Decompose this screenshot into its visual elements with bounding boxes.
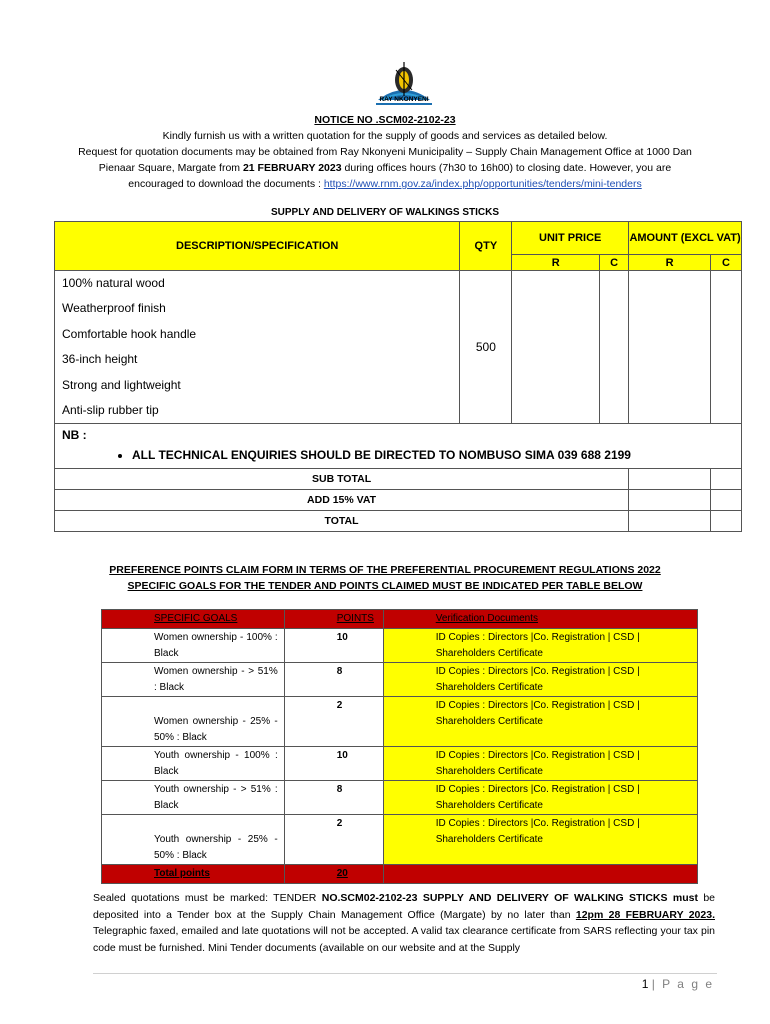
header-description: DESCRIPTION/SPECIFICATION <box>55 222 460 271</box>
goal-verification: ID Copies : Directors |Co. Registration | CSD | Shareholders Certificate <box>383 629 697 663</box>
subtotal-r-cell[interactable] <box>629 469 711 490</box>
goal-text: Youth ownership - > 51% : Black <box>102 781 285 815</box>
intro-line-2: Request for quotation documents may be obtained from Ray Nkonyeni Municipality – Supply Chain Management Office at 1000 Dan <box>78 146 692 158</box>
intro-date: 21 FEBRUARY 2023 <box>242 162 342 174</box>
specific-goals-table <box>101 609 698 884</box>
goal-points: 2 <box>284 697 383 747</box>
goal-text: Youth ownership - 100% : Black <box>102 747 285 781</box>
total-points-value: 20 <box>284 865 383 884</box>
goal-verification: ID Copies : Directors |Co. Registration | CSD | Shareholders Certificate <box>383 815 697 865</box>
verification-header: Verification Documents <box>383 610 697 629</box>
header-unit-c: C <box>600 255 629 271</box>
goal-text: Women ownership - > 51% : Black <box>102 663 285 697</box>
notice-number: NOTICE NO .SCM02-2102-23 <box>314 114 456 126</box>
intro-line-4 <box>0 176 770 192</box>
page-number: 1 <box>641 977 649 991</box>
spec-item: 36-inch height <box>62 352 138 367</box>
logo-text: RAY NKONYENI <box>379 96 429 103</box>
preference-title: PREFERENCE POINTS CLAIM FORM IN TERMS OF THE PREFERENTIAL PROCUREMENT REGULATIONS 2022 <box>109 564 661 576</box>
closing-date: 12pm 28 FEBRUARY 2023. <box>575 908 715 921</box>
header-amount-c: C <box>710 255 741 271</box>
sealed-text-1: Sealed quotations must be marked: TENDER <box>93 892 322 904</box>
header-amount-r: R <box>629 255 711 271</box>
goal-text: Women ownership - 25% - 50% : Black <box>102 697 285 747</box>
qty-value: 500 <box>460 271 512 424</box>
goal-points: 8 <box>284 663 383 697</box>
total-label: TOTAL <box>55 511 629 532</box>
sealed-text-3: Telegraphic faxed, emailed and late quotations will not be accepted. A valid tax clearance certificate from SARS reflecting your tax pin code must be furnished. Mini Tender documents (available on our website and at the Supply <box>93 925 715 954</box>
goal-points: 8 <box>284 781 383 815</box>
intro-line-3-a: Pienaar Square, Margate from <box>98 162 243 174</box>
intro-line-1: Kindly furnish us with a written quotation for the supply of goods and services as detailed below. <box>162 130 608 142</box>
amount-c-cell[interactable] <box>710 271 741 424</box>
page-label: | P a g e <box>651 977 714 991</box>
vat-r-cell[interactable] <box>629 490 711 511</box>
header-unit-r: R <box>512 255 600 271</box>
total-c-cell[interactable] <box>710 511 741 532</box>
goal-points: 10 <box>284 747 383 781</box>
vat-label: ADD 15% VAT <box>55 490 629 511</box>
supply-table-title: SUPPLY AND DELIVERY OF WALKINGS STICKS <box>271 207 499 218</box>
preference-subtitle: SPECIFIC GOALS FOR THE TENDER AND POINTS CLAIMED MUST BE INDICATED PER TABLE BELOW <box>127 580 643 592</box>
mini-tenders-link[interactable]: https://www.rnm.gov.za/index.php/opportunities/tenders/mini-tenders <box>323 178 642 190</box>
nb-item: • ALL TECHNICAL ENQUIRIES SHOULD BE DIRECTED TO NOMBUSO SIMA 039 688 2199 <box>132 448 734 462</box>
intro-line-4-text: encouraged to download the documents : <box>128 178 324 190</box>
header-unit-price: UNIT PRICE <box>512 222 629 255</box>
unit-price-c-cell[interactable] <box>600 271 629 424</box>
unit-price-r-cell[interactable] <box>512 271 600 424</box>
goal-points: 2 <box>284 815 383 865</box>
goal-text: Women ownership - 100% : Black <box>102 629 285 663</box>
subtotal-c-cell[interactable] <box>710 469 741 490</box>
header-qty: QTY <box>460 222 512 271</box>
nb-note <box>55 424 742 469</box>
sealed-text-2: be deposited into a Tender box at the Supply Chain Management Office (Margate) by no later than <box>93 892 716 921</box>
spec-item: Strong and lightweight <box>62 377 181 392</box>
goal-verification: ID Copies : Directors |Co. Registration | CSD | Shareholders Certificate <box>383 781 697 815</box>
sealed-tender-ref: NO.SCM02-2102-23 SUPPLY AND DELIVERY OF WALKING STICKS must <box>321 892 698 904</box>
vat-c-cell[interactable] <box>710 490 741 511</box>
goal-points: 10 <box>284 629 383 663</box>
amount-r-cell[interactable] <box>629 271 711 424</box>
nb-label: NB : <box>62 428 87 443</box>
total-points-blank <box>383 865 697 884</box>
spec-item: Comfortable hook handle <box>62 326 197 341</box>
goal-verification: ID Copies : Directors |Co. Registration | CSD | Shareholders Certificate <box>383 663 697 697</box>
goals-header: SPECIFIC GOALS <box>102 610 285 629</box>
quotation-table <box>54 221 742 532</box>
goal-verification: ID Copies : Directors |Co. Registration | CSD | Shareholders Certificate <box>383 697 697 747</box>
page-footer <box>642 977 714 991</box>
footer-divider <box>93 973 717 974</box>
spec-item: Anti-slip rubber tip <box>62 402 159 417</box>
intro-paragraph <box>0 128 770 192</box>
points-header: POINTS <box>284 610 383 629</box>
spec-item: Weatherproof finish <box>62 301 166 316</box>
total-r-cell[interactable] <box>629 511 711 532</box>
intro-line-3-b: during offices hours (7h30 to 16h00) to closing date. However, you are <box>341 162 672 174</box>
goal-text: Youth ownership - 25% - 50% : Black <box>102 815 285 865</box>
sealed-quotations-paragraph <box>93 890 715 956</box>
goal-verification: ID Copies : Directors |Co. Registration | CSD | Shareholders Certificate <box>383 747 697 781</box>
subtotal-label: SUB TOTAL <box>55 469 629 490</box>
intro-line-3 <box>0 160 770 176</box>
total-points-label: Total points <box>102 865 285 884</box>
spec-item: 100% natural wood <box>62 276 165 290</box>
header-amount: AMOUNT (EXCL VAT) <box>629 222 742 255</box>
specification-list <box>55 271 460 424</box>
